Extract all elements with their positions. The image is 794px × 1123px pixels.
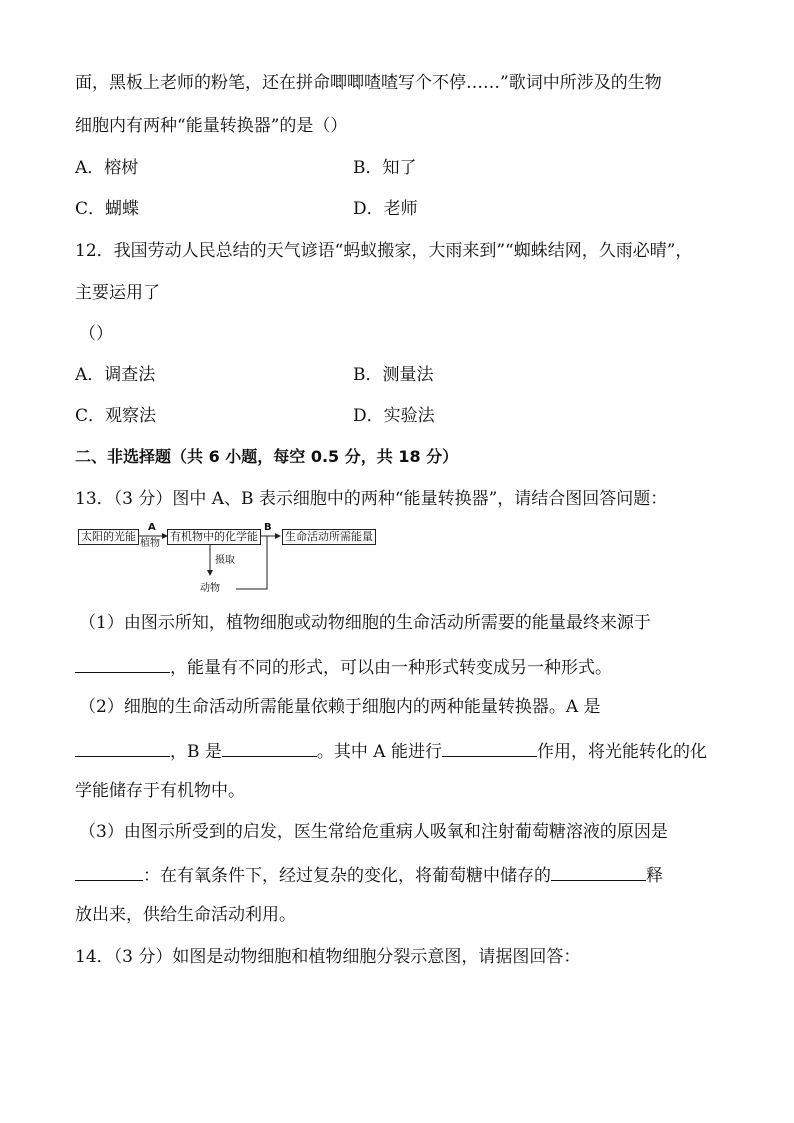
label-a: A — [148, 522, 156, 533]
q13-part2-b: ，B 是 。其中 A 能进行 作用，将光能转化的化 — [75, 738, 707, 763]
label-b: B — [264, 522, 272, 533]
label-take: 摄取 — [215, 555, 235, 566]
q13-part3-b: ：在有氧条件下，经过复杂的变化，将葡萄糖中储存的 释 — [75, 862, 663, 887]
box-solar-energy: 太阳的光能 — [78, 529, 139, 545]
q11-option-d: D．老师 — [353, 199, 418, 219]
q13-intro: 13．（3 分）图中 A、B 表示细胞中的两种“能量转换器”，请结合图回答问题： — [75, 489, 668, 509]
q11-option-c: C．蝴蝶 — [75, 199, 140, 219]
q12-option-d: D．实验法 — [353, 406, 435, 426]
energy-flow-diagram — [76, 522, 376, 595]
q12-line2: 主要运用了 — [75, 283, 160, 303]
q11-option-b: B．知了 — [353, 158, 417, 178]
answer-blank-1[interactable] — [75, 654, 170, 673]
q13-part2-a: （2）细胞的生命活动所需能量依赖于细胞内的两种能量转换器。A 是 — [79, 697, 601, 717]
q11-line2: 细胞内有两种“能量转换器”的是（） — [75, 116, 348, 136]
answer-blank-5[interactable] — [75, 862, 143, 881]
section-heading: 二、非选择题（共 6 小题，每空 0.5 分，共 18 分） — [75, 447, 459, 466]
answer-blank-2[interactable] — [75, 738, 170, 757]
q14-intro: 14．（3 分）如图是动物细胞和植物细胞分裂示意图，请据图回答： — [75, 947, 581, 967]
q13-part1-a: （1）由图示所知，植物细胞或动物细胞的生命活动所需要的能量最终来源于 — [79, 613, 651, 633]
label-plant: 植物 — [140, 538, 160, 549]
q12-option-c: C．观察法 — [75, 406, 157, 426]
answer-blank-4[interactable] — [442, 738, 537, 757]
q13-part3-a: （3）由图示所受到的启发，医生常给危重病人吸氧和注射葡萄糖溶液的原因是 — [79, 822, 668, 842]
q13-part3-c: 放出来，供给生命活动利用。 — [75, 905, 296, 925]
q11-line1: 面，黑板上老师的粉笔，还在拼命唧唧喳喳写个不停……”歌词中所涉及的生物 — [75, 73, 662, 93]
answer-blank-6[interactable] — [551, 862, 646, 881]
q12-option-b: B．测量法 — [353, 365, 434, 385]
q11-option-a: A．榕树 — [75, 158, 139, 178]
box-life-energy: 生命活动所需能量 — [282, 529, 376, 545]
q13-part2-c: 学能储存于有机物中。 — [75, 781, 245, 801]
q12-option-a: A．调查法 — [75, 365, 156, 385]
q12-line1: 12．我国劳动人民总结的天气谚语“蚂蚁搬家，大雨来到”“蜘蛛结网，久雨必晴”， — [75, 241, 693, 261]
q12-line3: （） — [79, 324, 113, 344]
box-chemical-energy: 有机物中的化学能 — [167, 529, 261, 545]
answer-blank-3[interactable] — [222, 738, 317, 757]
q13-part1-b: ，能量有不同的形式，可以由一种形式转变成另一种形式。 — [75, 654, 612, 679]
label-animal: 动物 — [200, 583, 220, 594]
